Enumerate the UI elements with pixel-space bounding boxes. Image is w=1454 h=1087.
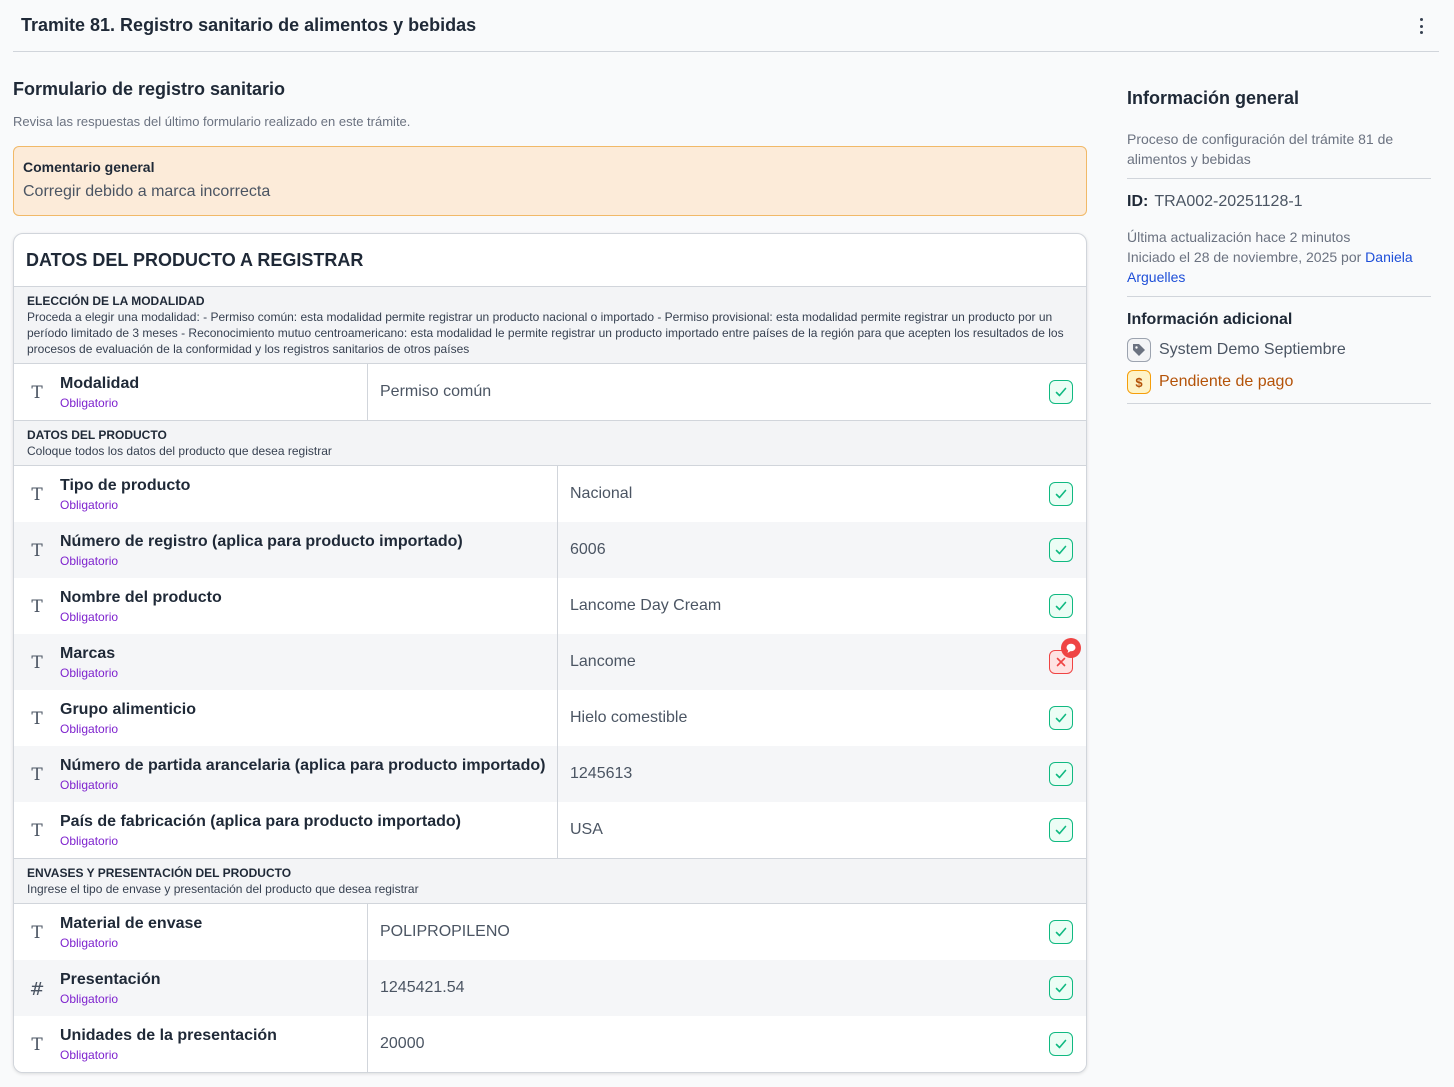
form-subtitle: Revisa las respuestas del último formulario realizado en este trámite.: [13, 114, 411, 129]
field-label-cell: [14, 466, 558, 522]
started-prefix: Iniciado el 28 de noviembre, 2025 por: [1127, 249, 1362, 265]
field-label-cell: [14, 522, 558, 578]
required-label: Obligatorio: [60, 992, 119, 1006]
general-comment-text: Corregir debido a marca incorrecta: [23, 183, 271, 200]
field-label-wrap: [60, 588, 222, 624]
field-row: [14, 364, 1086, 420]
section-description: Proceda a elegir una modalidad: - Permiso común: esta modalidad permite registrar un producto nacional o importado - Permiso provisional: esta modalidad permite registrar un producto por un período limitado de 3 meses - Reconocimiento mutuo centroamericano: esta modalidad le permite registrar un producto importado entre países de la región para que acepten los resultados de los procesos de evaluación de la conformidad y los registros sanitarios de otros países: [27, 310, 1064, 356]
form-title: Formulario de registro sanitario: [13, 79, 286, 99]
field-value-cell: [558, 634, 1086, 690]
tag-item: [1127, 339, 1431, 361]
card-title: DATOS DEL PRODUCTO A REGISTRAR: [26, 249, 364, 270]
field-row: [14, 904, 1086, 960]
payment-status-text: Pendiente de pago: [1159, 373, 1294, 390]
id-value: TRA002-20251128-1: [1154, 193, 1303, 210]
field-label-cell: [14, 690, 558, 746]
field-value-cell: [558, 746, 1086, 802]
field-value-cell: [558, 690, 1086, 746]
required-label: Obligatorio: [60, 554, 119, 568]
more-options-icon[interactable]: [1417, 18, 1425, 34]
field-label: Modalidad: [60, 375, 140, 392]
field-row: [14, 466, 1086, 522]
sidebar-title: Información general: [1127, 88, 1300, 108]
field-value-cell: [558, 802, 1086, 858]
field-value: 6006: [570, 541, 606, 558]
required-label: Obligatorio: [60, 778, 119, 792]
field-label-cell: [14, 634, 558, 690]
text-type-icon: T: [31, 765, 43, 785]
field-row: [14, 960, 1086, 1016]
tag-icon: [1127, 338, 1151, 362]
comment-bubble-icon[interactable]: [1061, 638, 1081, 658]
required-label: Obligatorio: [60, 666, 119, 680]
field-label: Marcas: [60, 645, 116, 662]
field-label-cell: [14, 1016, 368, 1072]
field-label: Presentación: [60, 971, 161, 988]
field-label: Material de envase: [60, 915, 203, 932]
required-label: Obligatorio: [60, 396, 119, 410]
divider: [1127, 403, 1431, 404]
field-row: [14, 802, 1086, 858]
field-value-cell: [558, 578, 1086, 634]
text-type-icon: T: [31, 923, 43, 943]
text-type-icon: T: [31, 541, 43, 561]
field-label-cell: [14, 802, 558, 858]
text-type-icon: T: [31, 1035, 43, 1055]
field-label-cell: [14, 364, 368, 420]
section-header: [14, 858, 1086, 904]
form-sections: [14, 286, 1086, 1072]
required-label: Obligatorio: [60, 498, 119, 512]
field-label-wrap: [60, 532, 463, 568]
required-label: Obligatorio: [60, 1048, 119, 1062]
field-label-cell: [14, 960, 368, 1016]
approve-check-icon[interactable]: [1049, 1032, 1073, 1056]
field-label-wrap: [60, 476, 190, 512]
field-label-wrap: [60, 700, 196, 736]
field-row: [14, 522, 1086, 578]
field-row: [14, 690, 1086, 746]
approve-check-icon[interactable]: [1049, 380, 1073, 404]
field-value: USA: [570, 821, 603, 838]
field-value-cell: [368, 904, 1086, 960]
field-value: Permiso común: [380, 383, 492, 400]
form-panel: [13, 52, 1087, 1073]
field-label: Número de registro (aplica para producto importado): [60, 533, 463, 550]
text-type-icon: T: [31, 821, 43, 841]
section-title: ENVASES Y PRESENTACIÓN DEL PRODUCTO: [27, 866, 292, 880]
general-comment-box: [13, 146, 1087, 216]
field-label: Unidades de la presentación: [60, 1027, 277, 1044]
approve-check-icon[interactable]: [1049, 706, 1073, 730]
field-row: [14, 746, 1086, 802]
field-value-cell: [558, 522, 1086, 578]
field-label-wrap: [60, 756, 545, 792]
field-value-cell: [368, 1016, 1086, 1072]
field-label-wrap: [60, 1026, 277, 1062]
field-value: 1245421.54: [380, 979, 465, 996]
field-row: [14, 634, 1086, 690]
field-label-wrap: [60, 644, 118, 680]
product-data-card: [13, 233, 1087, 1073]
section-description: Coloque todos los datos del producto que desea registrar: [27, 444, 332, 458]
started-by-line: [1127, 247, 1431, 287]
field-value: Lancome Day Cream: [570, 597, 722, 614]
field-label-cell: [14, 578, 558, 634]
required-label: Obligatorio: [60, 722, 119, 736]
approve-check-icon[interactable]: [1049, 976, 1073, 1000]
approve-check-icon[interactable]: [1049, 594, 1073, 618]
field-label-wrap: [60, 914, 202, 950]
field-label-wrap: [60, 812, 461, 848]
section-title: DATOS DEL PRODUCTO: [27, 428, 167, 442]
field-label-wrap: [60, 374, 139, 410]
additional-info-title: Información adicional: [1127, 311, 1293, 328]
approve-check-icon[interactable]: [1049, 920, 1073, 944]
user-link[interactable]: Daniela Arguelles: [1127, 249, 1413, 285]
field-label: Tipo de producto: [60, 477, 191, 494]
procedure-id: [1127, 193, 1431, 211]
field-label-cell: [14, 904, 368, 960]
info-sidebar: [1127, 52, 1431, 404]
field-row: [14, 1016, 1086, 1072]
field-label: Grupo alimenticio: [60, 701, 197, 718]
field-value-cell: [368, 364, 1086, 420]
required-label: Obligatorio: [60, 936, 119, 950]
required-label: Obligatorio: [60, 610, 119, 624]
field-value: POLIPROPILENO: [380, 923, 510, 940]
section-header: [14, 420, 1086, 466]
page-header: [13, 0, 1439, 52]
field-label: País de fabricación (aplica para producto importado): [60, 813, 461, 830]
payment-status-item: [1127, 371, 1431, 393]
tag-text: System Demo Septiembre: [1159, 341, 1346, 358]
field-label-cell: [14, 746, 558, 802]
approve-check-icon[interactable]: [1049, 762, 1073, 786]
approve-check-icon[interactable]: [1049, 818, 1073, 842]
text-type-icon: T: [31, 597, 43, 617]
last-update-text: Última actualización hace 2 minutos: [1127, 229, 1351, 245]
field-label-wrap: [60, 970, 160, 1006]
approve-check-icon[interactable]: [1049, 482, 1073, 506]
field-value: Lancome: [570, 653, 636, 670]
page-title: Tramite 81. Registro sanitario de alimentos y bebidas: [21, 15, 477, 35]
sidebar-description: Proceso de configuración del trámite 81 de alimentos y bebidas: [1127, 129, 1431, 179]
id-label: ID:: [1127, 193, 1149, 210]
field-value-cell: [368, 960, 1086, 1016]
required-label: Obligatorio: [60, 834, 119, 848]
approve-check-icon[interactable]: [1049, 538, 1073, 562]
field-label: Nombre del producto: [60, 589, 222, 606]
field-value: 1245613: [570, 765, 633, 782]
section-description: Ingrese el tipo de envase y presentación del producto que desea registrar: [27, 882, 419, 896]
field-value-cell: [558, 466, 1086, 522]
text-type-icon: T: [31, 653, 43, 673]
field-value: Nacional: [570, 485, 633, 502]
general-comment-title: Comentario general: [23, 159, 155, 175]
field-label: Número de partida arancelaria (aplica para producto importado): [60, 757, 546, 774]
text-type-icon: T: [31, 485, 43, 505]
text-type-icon: T: [31, 383, 43, 403]
field-value: 20000: [380, 1035, 425, 1052]
section-header: [14, 286, 1086, 364]
field-value: Hielo comestible: [570, 709, 688, 726]
procedure-meta: [1127, 227, 1431, 297]
section-title: ELECCIÓN DE LA MODALIDAD: [27, 294, 205, 308]
field-row: [14, 578, 1086, 634]
text-type-icon: T: [31, 709, 43, 729]
dollar-icon: $: [1127, 370, 1151, 394]
number-type-icon: #: [29, 978, 45, 1000]
